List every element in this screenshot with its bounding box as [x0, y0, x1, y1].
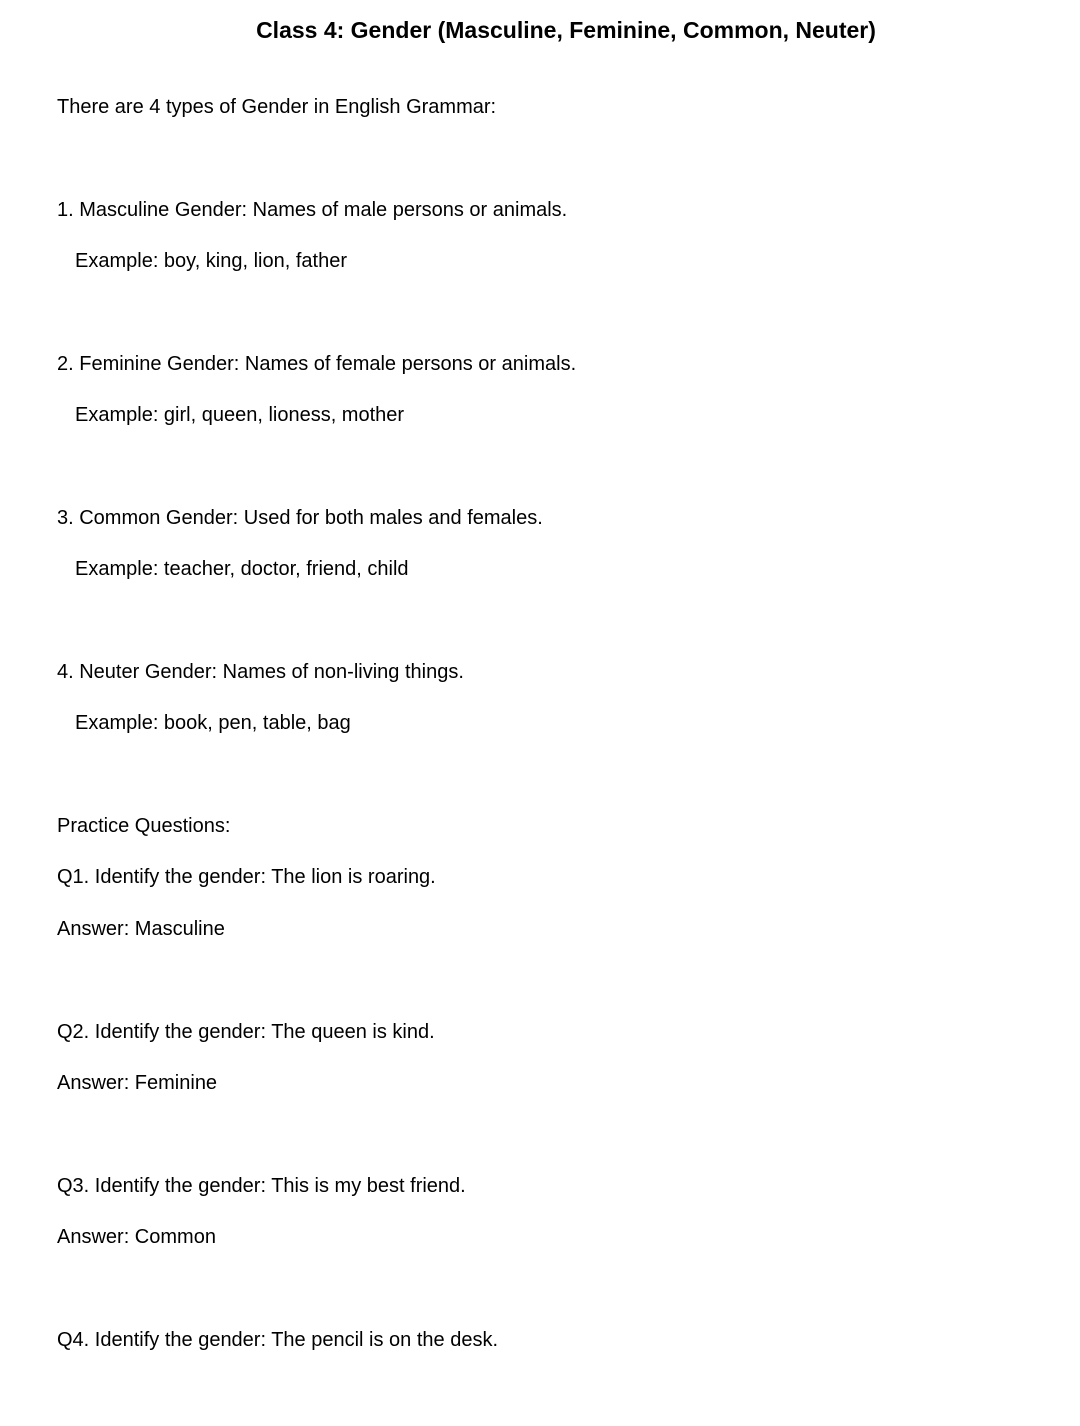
- practice-heading: Practice Questions:: [57, 815, 231, 837]
- answer-3: Answer: Common: [57, 1226, 216, 1248]
- answer-2: Answer: Feminine: [57, 1072, 218, 1094]
- gender-type-definition-masculine: 1. Masculine Gender: Names of male persons or animals.: [57, 199, 568, 221]
- intro-text: There are 4 types of Gender in English Grammar:: [57, 96, 497, 118]
- gender-type-definition-feminine: 2. Feminine Gender: Names of female persons or animals.: [57, 353, 577, 375]
- gender-type-example-masculine: Example: boy, king, lion, father: [75, 250, 347, 272]
- answer-1: Answer: Masculine: [57, 918, 225, 940]
- gender-type-definition-common: 3. Common Gender: Used for both males and females.: [57, 507, 543, 529]
- question-1: Q1. Identify the gender: The lion is roaring.: [57, 866, 436, 888]
- gender-type-example-common: Example: teacher, doctor, friend, child: [75, 558, 409, 580]
- question-2: Q2. Identify the gender: The queen is kind.: [57, 1021, 435, 1043]
- gender-type-example-feminine: Example: girl, queen, lioness, mother: [75, 404, 405, 426]
- question-3: Q3. Identify the gender: This is my best friend.: [57, 1175, 466, 1197]
- question-4: Q4. Identify the gender: The pencil is on the desk.: [57, 1329, 499, 1351]
- gender-type-example-neuter: Example: book, pen, table, bag: [75, 712, 351, 734]
- page-title: Class 4: Gender (Masculine, Feminine, Common, Neuter): [256, 17, 876, 43]
- gender-type-definition-neuter: 4. Neuter Gender: Names of non-living things.: [57, 661, 464, 683]
